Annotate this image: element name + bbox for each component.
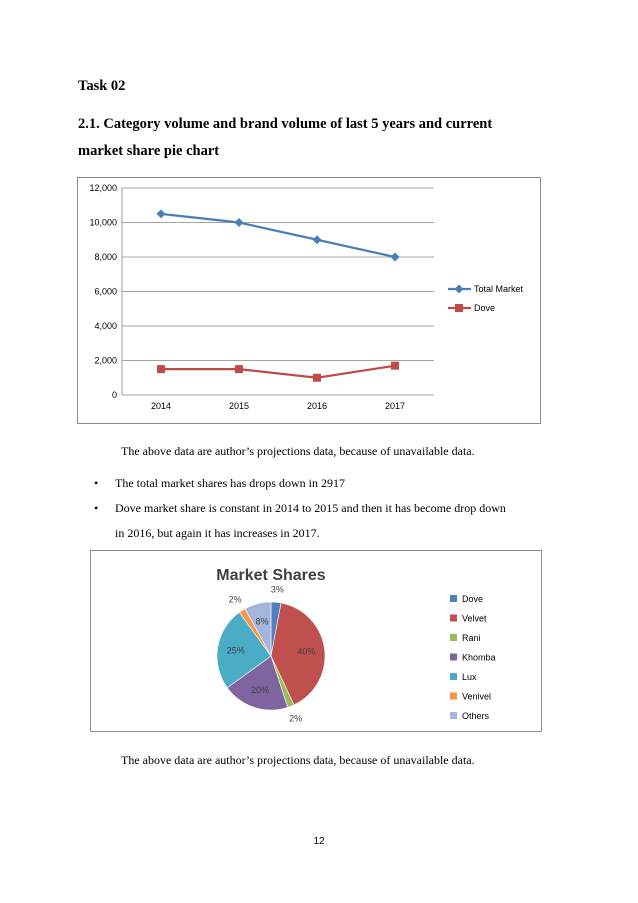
data-point [157,365,165,373]
x-tick-label: 2015 [228,401,250,411]
data-point [391,253,400,262]
legend-label: Dove [474,303,496,313]
legend-swatch [450,634,457,641]
legend-marker [455,285,464,294]
legend-label: Total Market [474,284,524,294]
data-point [235,218,244,227]
data-point [313,235,322,244]
slice-label: 8% [255,616,269,627]
legend-swatch [450,693,457,700]
bullet-text: Dove market share is constant in 2014 to 2015 and then it has become drop down [115,501,506,515]
bullet-dot: • [94,501,99,515]
y-tick-label: 4,000 [94,321,117,331]
legend-label: Dove [462,594,484,604]
legend-marker [455,304,463,312]
series-line [161,214,395,257]
line-chart [78,178,540,423]
x-tick-label: 2016 [306,401,328,411]
x-tick-label: 2014 [150,401,172,411]
data-point [313,374,321,382]
y-tick-label: 8,000 [94,252,117,262]
pie-chart [91,551,541,731]
bullet-text: The total market shares has drops down in 2917 [115,476,345,490]
slice-label: 40% [297,646,316,657]
legend-label: Others [462,711,490,721]
data-point [235,365,243,373]
slice-label: 2% [289,713,303,724]
slice-label: 25% [226,645,245,656]
data-point [391,362,399,370]
section-heading-line2: market share pie chart [78,143,220,159]
bullet-text: in 2016, but again it has increases in 2017. [115,526,320,540]
legend-swatch [450,654,457,661]
slice-label: 20% [250,684,269,695]
section-heading-line1: 2.1. Category volume and brand volume of last 5 years and current [78,116,493,132]
legend-label: Khomba [462,652,496,663]
legend-label: Velvet [462,613,487,624]
y-tick-label: 6,000 [94,286,117,297]
legend-swatch [450,615,457,622]
page-number: 12 [313,836,325,847]
legend-swatch [450,595,457,602]
caption-line-chart: The above data are author’s projections data, because of unavailable data. [121,444,475,458]
data-point [157,209,166,218]
series-line [161,366,395,378]
legend-swatch [450,673,457,680]
bullet-dot: • [94,476,99,490]
y-tick-label: 2,000 [94,355,117,366]
legend-label: Lux [462,672,477,682]
pie-chart-frame [90,550,542,732]
x-tick-label: 2017 [384,401,406,411]
y-tick-label: 10,000 [89,217,117,228]
slice-label: 3% [270,584,284,595]
slice-label: 2% [228,594,242,605]
legend-label: Rani [462,633,481,643]
y-tick-label: 12,000 [89,183,117,193]
task-title: Task 02 [78,78,126,94]
legend-label: Venivel [462,691,492,702]
line-chart-frame [77,177,541,424]
y-tick-label: 0 [111,390,117,400]
caption-pie-chart: The above data are author’s projections data, because of unavailable data. [121,753,475,767]
chart-title: Market Shares [216,567,326,584]
legend-swatch [450,712,457,719]
